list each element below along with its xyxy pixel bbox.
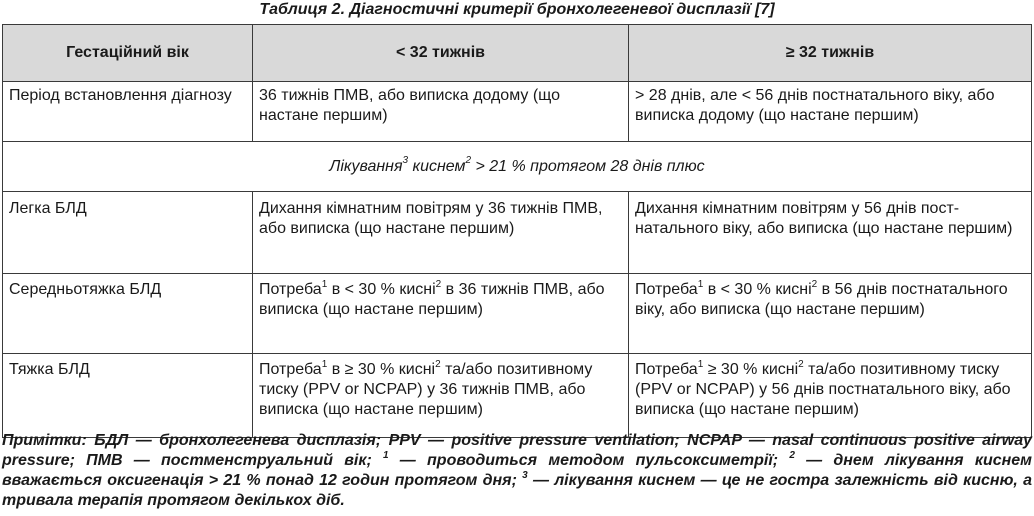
footnotes: Примітки: БДЛ — бронхолегенева дисплазія; PPV — positive pressure ventilation; NCPAP — nasal continuous positive airway pressure; ПМВ — постменструальний вік; $^1$ — проводиться методом пульсоксиметрії; $^2$ — днем лікування киснем вважається оксигенація > 21 % понад 12 годин протягом дня; $^3$ — лікування киснем — це не гостра залежність від кисню, а тривала терапія протягом декількох діб. — [2, 432, 1033, 509]
row-label-moderate-bpd: Середньотяжка БЛД — [3, 274, 253, 354]
cell-severe-32-plus: Потреба$^1$ ≥ 30 % кисні$^2$ та/або позитивному тиску (PPV or NCPAP) у 56 днів постнатального віку, або виписка (що настане першим) — [629, 354, 1032, 438]
oxygen-treatment-note: Лікування$^3$ киснем$^2$ > 21 % протягом 28 днів плюс — [3, 142, 1032, 192]
cell-mild-32-plus: Дихання кімнатним повітрям у 56 днів постнатального віку, або виписка (що настане першим) — [629, 192, 1032, 274]
table-row-severe-bpd — [3, 354, 1032, 438]
row-label-severe-bpd: Тяжка БЛД — [3, 354, 253, 438]
row-label-diagnosis-period: Період встановлення діагнозу — [3, 82, 253, 142]
cell-mild-under-32: Дихання кімнатним повітрям у 36 тижнів ПМВ, або виписка (що настане першим) — [253, 192, 629, 274]
criteria-table — [2, 24, 1032, 438]
table-row-diagnosis-period — [3, 82, 1032, 142]
table-caption: Таблиця 2. Діагностичні критерії бронхолегеневої дисплазії [7] — [259, 1, 775, 18]
table-row-mild-bpd — [3, 192, 1032, 274]
cell-severe-under-32: Потреба$^1$ в ≥ 30 % кисні$^2$ та/або позитивному тиску (PPV or NCPAP) у 36 тижнів ПМВ, або виписка (що настане першим) — [253, 354, 629, 438]
header-under-32-weeks: < 32 тижнів — [253, 25, 629, 82]
cell-period-under-32: 36 тижнів ПМВ, або виписка додому (що настане першим) — [253, 82, 629, 142]
cell-moderate-32-plus: Потреба$^1$ в < 30 % кисні$^2$ в 56 днів постнатального віку, або виписка (що настане першим) — [629, 274, 1032, 354]
table-row-moderate-bpd — [3, 274, 1032, 354]
table-row-oxygen-treatment — [3, 142, 1032, 192]
header-gestational-age: Гестаційний вік — [3, 25, 253, 82]
header-row — [3, 25, 1032, 82]
cell-period-32-plus: > 28 днів, але < 56 днів постнатального віку, або виписка додому (що настане першим) — [629, 82, 1032, 142]
header-32-weeks-plus: ≥ 32 тижнів — [629, 25, 1032, 82]
row-label-mild-bpd: Легка БЛД — [3, 192, 253, 274]
cell-moderate-under-32: Потреба$^1$ в < 30 % кисні$^2$ в 36 тижнів ПМВ, або виписка (що настане першим) — [253, 274, 629, 354]
